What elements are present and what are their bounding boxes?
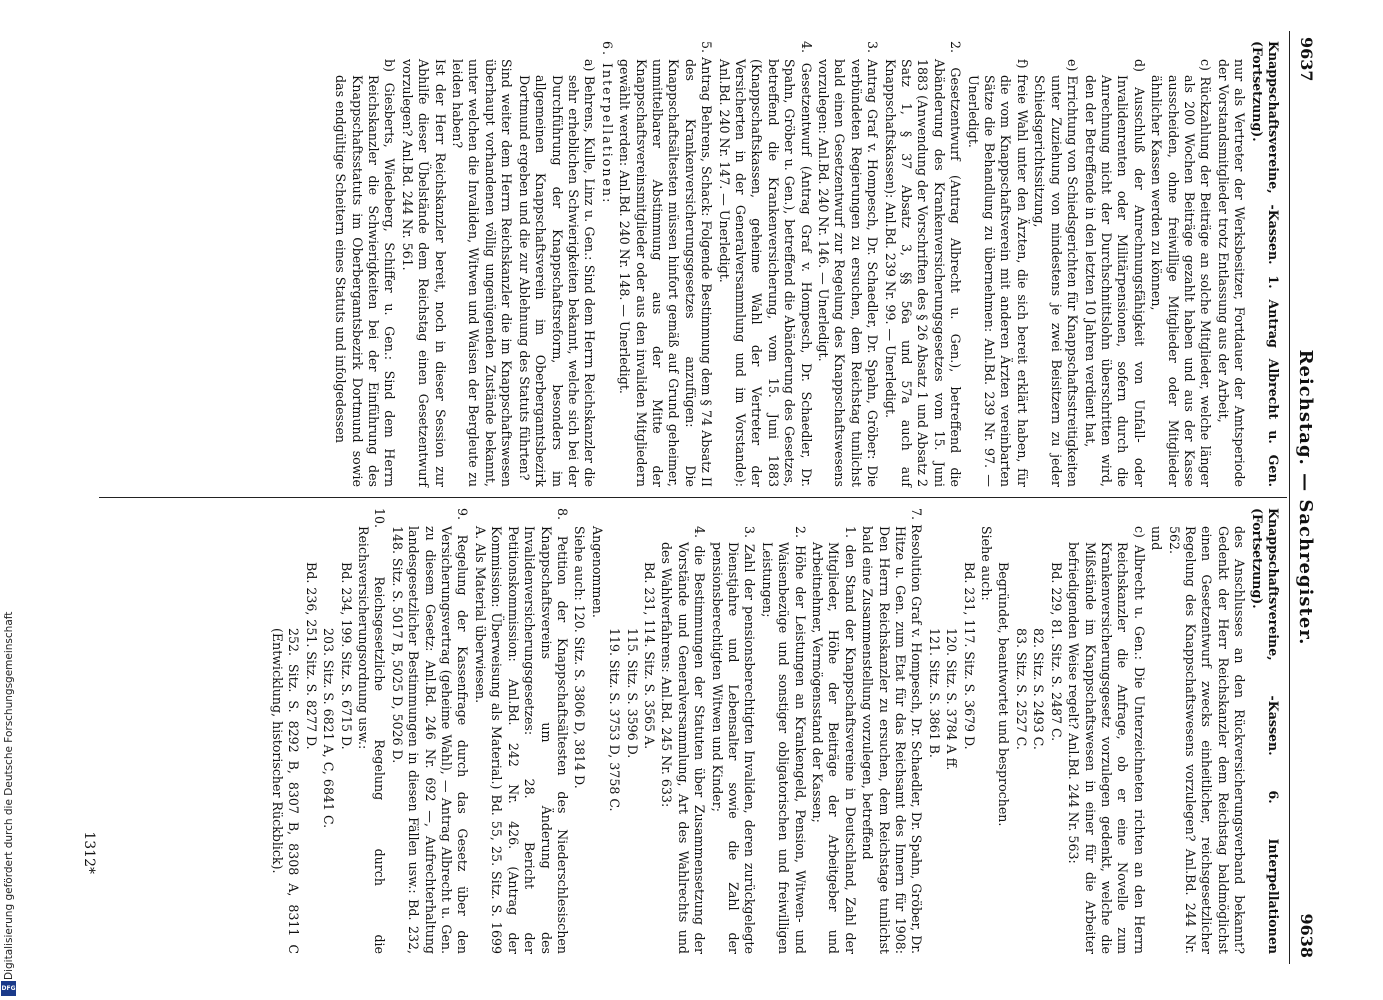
right-column-entry: Angenommen. bbox=[589, 526, 605, 618]
right-column-entry: und bbox=[1149, 526, 1165, 551]
left-column bbox=[99, 31, 1289, 497]
left-column-entry: 4. Gesetzentwurf (Antrag Graf v. Hompesch, Dr. Schaedler, Dr. Spahn, Gröber u. Gen.), betreffend die Abänderung des Gesetzes, betreffend die Krankenversicherung, vom 15. Juni 1883 (Knappschaftskassen, geheime Wahl der Vertreter der Versicherten in der Generalversammlung und im Vorstande): Anl.Bd. 240 Nr. 147. — Unerledigt. bbox=[716, 41, 814, 487]
dfg-logo: DFG bbox=[1, 981, 16, 996]
right-column-entry: 3. Zahl der pensionsberechtigten Invaliden, deren zurückgelegte Dienstjahre und Lebensalter sowie die Zahl der pensionsberechtigten Witwen und Kinder; bbox=[709, 526, 758, 954]
left-column-entry: Sind weiter dem Herrn Reichskanzler die im Knappschaftswesen überhaupt vorhandenen völlig ungenügenden Zustände bekannt, unter welchen die Invaliden, Witwen und Waisen der Bergleute zu leiden haben? bbox=[450, 59, 515, 487]
right-column-entry: 4. die Bestimmungen der Statuten über Zusammensetzung der Vorstände und Generalversammlung, Art des Wahlrechts und des Wahlverfahrens: Anl.Bd. 245 Nr. 633: bbox=[659, 526, 708, 954]
right-column-entry: 120. Sitz. S. 3784 A ff. bbox=[944, 628, 960, 771]
footer-page-number: 1312* bbox=[81, 831, 97, 874]
side-caption: Digitalisierung gefördert durch die Deutsche Forschungsgemeinschaft bbox=[3, 611, 15, 980]
left-column-entry: d) Ausschluß der Anrechnungsfähigkeit von Unfall- oder Invalidenrenten oder Militärpensionen, sofern durch die Anrechnung nicht der Durchschnittslohn überschritten wird, den der Betreffende in den letzten 10 Jahren verdient hat, bbox=[1082, 59, 1147, 487]
right-column-entry: 2. Höhe der Leistungen an Krankengeld, Pension, Witwen- und Waisenbezüge und sonstiger obligatorischen und freiwilligen Leistungen; bbox=[759, 526, 808, 954]
page-number-left: 9637 bbox=[1297, 37, 1316, 82]
rotated-page bbox=[50, 15, 1330, 980]
right-column-entry: Bd. 234, 199. Sitz. S. 6715 D. bbox=[338, 562, 354, 750]
columns bbox=[99, 31, 1289, 964]
right-column-entry: 115. Sitz. S. 3596 D. bbox=[624, 628, 640, 759]
page-footer bbox=[73, 31, 99, 964]
right-column-entry: 1. den Stand der Knappschaftsvereine in Deutschland, Zahl der Mitglieder, Höhe der Beiträge der Arbeitgeber und Arbeitnehmer, Vermögensstand der Kassen; bbox=[810, 526, 858, 954]
left-column-entry: 3. Antrag Graf v. Hompesch, Dr. Schaedler, Dr. Spahn, Gröber: Die verbündeten Regierungen zu ersuchen, dem Reichstag tunlichst bald einen Gesetzentwurf zur Regelung des Knappschaftswesens vorzulegen: Anl.Bd. 240 Nr. 146. — Unerledigt. bbox=[816, 41, 881, 487]
left-column-entry: Knappschaftsvereine, -Kassen. 1. Antrag Albrecht u. Gen. (Fortsetzung). bbox=[1249, 41, 1281, 487]
left-column-entry: nur als Vertreter der Werksbesitzer, Fortdauer der Amtsperiode der Vorstandsmitglieder trotz Entlassung aus der Arbeit, bbox=[1215, 59, 1248, 487]
left-column-entry: f) freie Wahl unter den Ärzten, die sich bereit erklärt haben, für die vom Knappschaftsverein mit anderen Ärzten vereinbarten Sätze die Behandlung zu übernehmen: Anl.Bd. 239 Nr. 97. — Unerledigt. bbox=[965, 59, 1030, 487]
right-column-entry: Begründet, beantwortet und besprochen. bbox=[996, 562, 1012, 827]
left-column-entry: a) Behrens, Kulle, Linz u. Gen.: Sind dem Herrn Reichskanzler die sehr erheblichen Schwierigkeiten bekannt, welche sich bei der Durchführung der Knappschaftsreform, besonders im allgemeinen Knappschaftsverein im Oberbergamtsbezirk Dortmund ergeben und die zur Ablehnung des Statuts führten? bbox=[516, 59, 598, 487]
left-column-entry: 5. Antrag Behrens, Schack: Folgende Bestimmung dem § 74 Absatz II des Krankenversicherungsgesetzes anzufügen: Die Knappschaftsältesten müssen hinfort gemäß auf Grund geheimer, unmittelbarer Abstimmung aus der Mitte der Knappschaftsvereinsmitglieder oder aus den invaliden Mitgliedern gewählt werden: Anl.Bd. 240 Nr. 148. — Unerledigt. bbox=[617, 41, 715, 487]
right-column-entry: 252. Sitz. S. 8292 B, 8307 B, 8308 A, 8311 C (Entwicklung, historischer Rückblick). bbox=[270, 628, 302, 954]
left-column-entry: 2. Gesetzentwurf (Antrag Albrecht u. Gen.), betreffend die Abänderung des Krankenversicherungsgesetzes vom 15. Juni 1883 (Anwendung der Vorschriften des § 26 Absatz 1 und Absatz 2 Satz 1, § 37 Absatz 3, §§ 56a und 57a auch auf Knappschaftskassen): Anl.Bd. 239 Nr. 99. — Unerledigt. bbox=[882, 41, 964, 487]
page-number-right: 9638 bbox=[1297, 913, 1316, 958]
right-column-entry: Bd. 231, 114. Sitz. S. 3565 A. bbox=[641, 562, 657, 750]
right-column-entry: 7. Resolution Graf v. Hompesch, Dr. Schaedler, Dr. Spahn, Gröber, Dr. Hitze u. Gen. zum Etat für das Reichsamt des Innern für 1908: Den Herrn Reichskanzler zu ersuchen, dem Reichstage tunlichst bald eine Zusammenstellung vorzulegen, betreffend bbox=[860, 508, 925, 954]
side-strip bbox=[0, 0, 18, 1000]
left-column-entry: c) Rückzahlung der Beiträge an solche Mitglieder, welche länger als 200 Wochen Beiträge gezahlt haben und aus der Kasse ausscheiden, ohne freiwillige Mitglieder oder Mitglieder ähnlicher Kassen werden zu können, bbox=[1149, 59, 1214, 487]
right-column-entry: Siehe auch: 120. Sitz. S. 3806 D, 3814 D. bbox=[572, 526, 588, 789]
right-column-entry: Bd. 231, 117. Sitz. S. 3679 D. bbox=[961, 562, 977, 750]
right-column-entry: Bd. 229, 81. Sitz. S. 2487 C. bbox=[1048, 562, 1064, 742]
page-title: Reichstag. — Sachregister. bbox=[1295, 349, 1316, 646]
left-column-entry: b) Giesberts, Wiedeberg, Schiffer u. Gen.: Sind dem Herrn Reichskanzler die Schwierigkeiten bei der Einführung des Knappschaftsstatuts im Oberbergamtsbezirk Dortmund sowie das endgültige Scheitern eines Statuts und infolgedessen bbox=[333, 59, 398, 487]
left-column-entry: 6. Interpellationen: bbox=[599, 41, 615, 205]
right-column-entry: 203. Sitz. S. 6821 A, C, 6841 C. bbox=[321, 628, 337, 829]
right-column-entry: Knappschaftsvereine, -Kassen. 6. Interpellationen (Fortsetzung). bbox=[1249, 508, 1281, 954]
right-column bbox=[99, 498, 1289, 964]
right-column-entry: Siehe auch: bbox=[979, 526, 995, 601]
right-column-entry: 83. Sitz. S. 2527 C. bbox=[1013, 628, 1029, 750]
right-column-entry: 9. Regelung der Kassenfrage durch das Gesetz über den Versicherungsvertrag (geheime Wahl), — Antrag Albrecht u. Gen. zu diesem Gesetz: Anl.Bd. 246 Nr. 692 —, Aufrechterhaltung landesgesetzlicher Bestimmungen in diesen Fällen usw.: Bd. 232, 148. Sitz. S. 5017 B, 5025 D, 5026 D. bbox=[389, 508, 471, 954]
right-column-entry: c) Albrecht u. Gen.: Die Unterzeichneten richten an den Herrn Reichskanzler die Anfrage, ob er eine Novelle zum Krankenversicherungsgesetz vorzulegen gedenkt, welche die Mißstände im Knappschaftswesen in einer für die Arbeiter befriedigenden Weise regelt? Anl.Bd. 244 Nr. 563: bbox=[1066, 526, 1147, 954]
right-column-entry: 10. Reichsgesetzliche Regelung durch die Reichsversicherungsordnung usw.: bbox=[356, 508, 388, 954]
right-column-entry: 119. Sitz. S. 3753 D, 3758 C. bbox=[607, 628, 623, 812]
right-column-entry: 121. Sitz. S. 3861 B. bbox=[926, 628, 942, 758]
right-column-entry: Bd. 236, 251. Sitz. S. 8277 D. bbox=[303, 562, 319, 750]
left-column-entry: e) Errichtung von Schiedsgerichten für Knappschaftsstreitigkeiten unter Zuziehung von mindestens je zwei Beisitzern zu jeder Schiedsgerichtssitzung, bbox=[1032, 59, 1081, 487]
page-header bbox=[1289, 31, 1324, 964]
right-column-entry: 82. Sitz. S. 2493 C. bbox=[1031, 628, 1047, 750]
left-column-entry: Ist der Herr Reichskanzler bereit, noch in dieser Session zur Abhilfe dieser Übelstände dem Reichstag einen Gesetzentwurf vorzulegen? Anl.Bd. 244 Nr. 561. bbox=[399, 59, 448, 487]
right-column-entry: 8. Petition der Knappschaftsältesten des Niederschlesischen Knappschaftsvereins um Änderung des Invalidenversicherungsgesetzes: 28. Bericht der Petitionskommission: Anl.Bd. 242 Nr. 426. (Antrag der Kommission: Überweisung als Material.) Bd. 55, 25. Sitz. S. 1699 A. Als Material überwiesen. bbox=[472, 508, 570, 954]
right-column-entry: des Anschlusses an den Rückversicherungsverband bekannt? Gedenkt der Herr Reichskanzler dem Reichstag baldmöglichst einen Gesetzentwurf zwecks einheitlicher, reichsgesetzlicher Regelung des Knappschaftswesens vorzulegen? Anl.Bd. 244 Nr. 562. bbox=[1166, 526, 1248, 954]
